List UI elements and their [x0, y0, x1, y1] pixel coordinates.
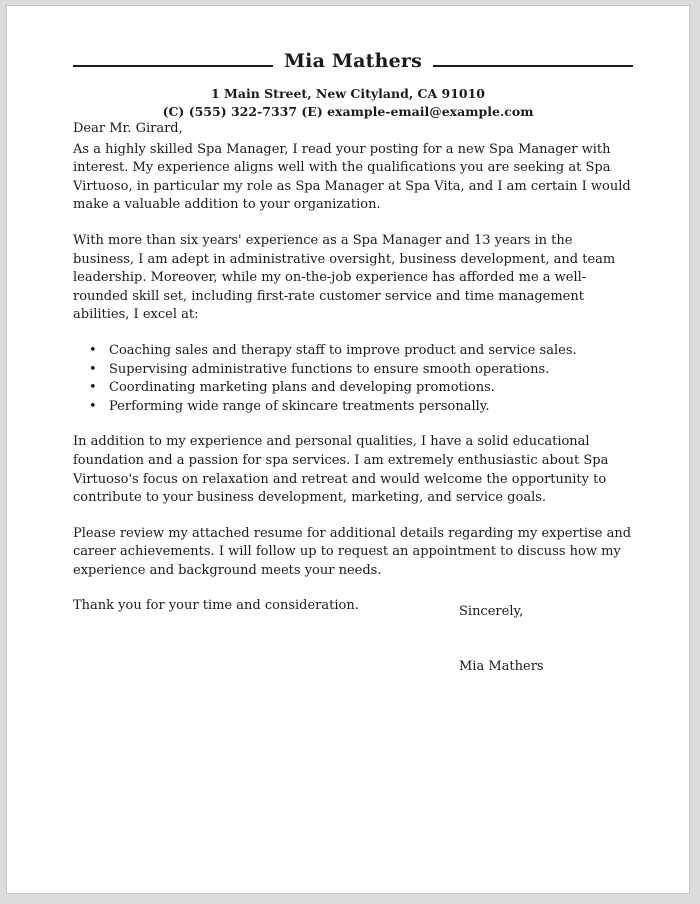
paragraph-education: In addition to my experience and personal qualities, I have a solid educational foundation and a passion for spa services. I am extremely enthusiastic about Spa Virtuoso's focus on relaxation and retreat and would welcome the opportunity to contribute to your business development, marketing, and service goals. — [73, 434, 609, 506]
closing: Sincerely, — [459, 604, 524, 619]
sender-address: 1 Main Street, New Cityland, CA 91010 — [210, 86, 486, 101]
header-rule-left — [73, 65, 273, 67]
list-item: • Coordinating marketing plans and developing promotions. — [89, 379, 633, 398]
paragraph-experience: With more than six years' experience as a Spa Manager and 13 years in the business, I am adept in administrative oversight, business development, and team leadership. Moreover, while my on-the-job experience has afforded me a well-rounded skill set, including first-rate customer service and time management abilities, I excel at: — [73, 232, 616, 323]
list-item: • Coaching sales and therapy staff to improve product and service sales. — [89, 342, 633, 361]
skills-list — [73, 342, 633, 416]
salutation: Dear Mr. Girard, — [73, 121, 183, 136]
paragraph-follow-up: Please review my attached resume for additional details regarding my expertise and career achievements. I will follow up to request an appointment to discuss how my experience and background meets your needs. — [73, 525, 632, 578]
list-item: • Supervising administrative functions to ensure smooth operations. — [89, 361, 633, 380]
list-item: • Performing wide range of skincare treatments personally. — [89, 398, 633, 417]
sender-contact: (C) (555) 322-7337 (E) example-email@example.com — [162, 104, 534, 119]
sender-name: Mia Mathers — [283, 50, 423, 72]
paragraph-intro: As a highly skilled Spa Manager, I read your posting for a new Spa Manager with interest. My experience aligns well with the qualifications you are seeking at Spa Virtuoso, in particular my role as Spa Manager at Spa Vita, and I am certain I would make a valuable addition to your organization. — [73, 141, 631, 213]
letter-page — [6, 5, 690, 894]
paragraph-thanks: Thank you for your time and consideration. — [73, 598, 359, 614]
signature: Mia Mathers — [459, 659, 544, 674]
name-row — [73, 50, 633, 80]
letter-body — [73, 120, 633, 633]
header-rule-right — [433, 65, 633, 67]
